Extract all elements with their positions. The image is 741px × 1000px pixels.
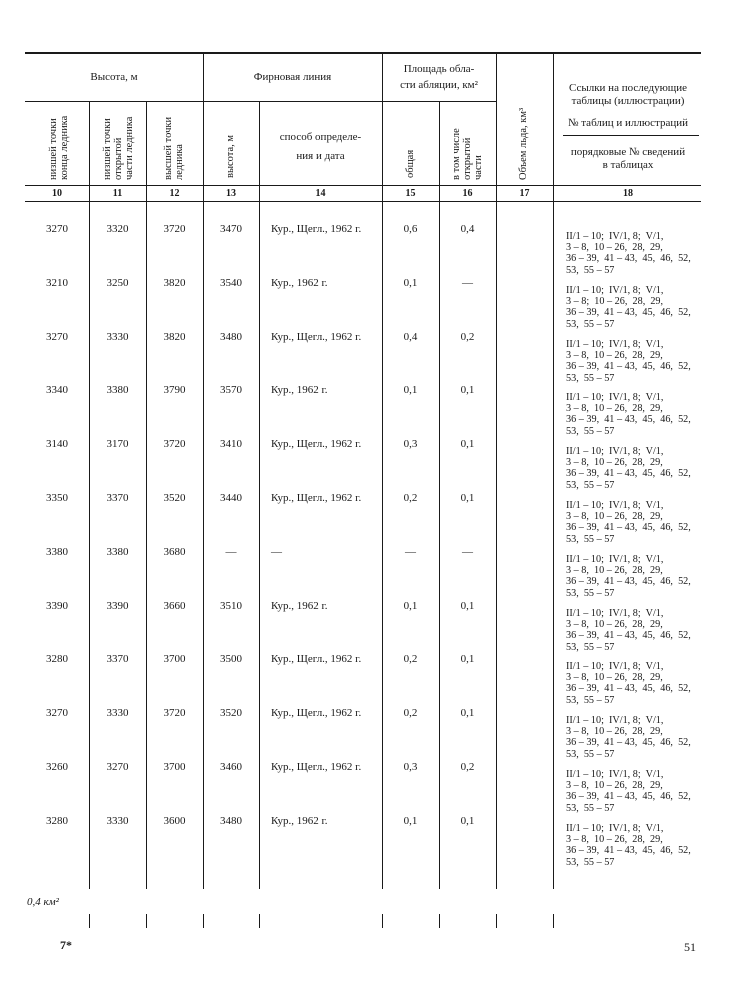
col-number: 14	[315, 188, 326, 199]
colnum-top-rule	[25, 185, 701, 186]
cell-low-open: 3330	[106, 707, 129, 719]
cell-area-total: 0,3	[403, 761, 418, 773]
header-firn-group: Фирновая линия	[253, 71, 332, 83]
header-refs-numbers-line2: в таблицах	[602, 159, 654, 171]
cell-firn-height: —	[225, 546, 237, 558]
cell-low-open: 3380	[106, 546, 129, 558]
header-col16: в том числе открытой части	[451, 128, 485, 180]
refs-line: 53, 55 – 57	[566, 856, 615, 868]
refs-line: 36 – 39, 41 – 43, 45, 46, 52,	[566, 522, 691, 534]
refs-line: II/1 – 10; IV/1, 8; V/1,	[566, 554, 664, 565]
cell-firn-method: Кур., Щегл., 1962 г.	[271, 331, 362, 343]
cell-refs	[566, 446, 691, 491]
cell-area-total: 0,1	[403, 815, 418, 827]
cell-area-total: 0,3	[403, 438, 418, 450]
col-number: 10	[52, 188, 62, 199]
cell-area-open: 0,2	[460, 331, 475, 343]
footnote: 0,4 км²	[27, 896, 59, 908]
cell-low-end: 3340	[46, 384, 68, 396]
refs-line: II/1 – 10; IV/1, 8; V/1,	[566, 231, 664, 242]
cell-high-point: 3790	[163, 384, 186, 396]
col-tick	[259, 914, 260, 928]
refs-line: 53, 55 – 57	[566, 372, 615, 384]
cell-firn-method: Кур., 1962 г.	[271, 815, 328, 827]
refs-line: II/1 – 10; IV/1, 8; V/1,	[566, 661, 664, 672]
cell-low-open: 3270	[106, 761, 129, 773]
cell-low-end: 3380	[46, 546, 68, 558]
refs-line: 36 – 39, 41 – 43, 45, 46, 52,	[566, 683, 691, 695]
cell-low-end: 3210	[46, 277, 68, 289]
refs-line: 3 – 8; 10 – 26, 28, 29,	[566, 296, 664, 308]
refs-line: 53, 55 – 57	[566, 533, 615, 545]
header-col14-line1: способ определе-	[279, 131, 362, 143]
refs-line: 36 – 39, 41 – 43, 45, 46, 52,	[566, 253, 691, 265]
refs-line: 53, 55 – 57	[566, 425, 615, 437]
cell-high-point: 3720	[163, 438, 186, 450]
col-number: 17	[519, 188, 530, 199]
header-ablation-line2: сти абляции, км²	[400, 79, 478, 91]
cell-area-total: 0,2	[403, 707, 418, 719]
refs-line: 3 – 8, 10 – 26, 28, 29,	[566, 672, 663, 684]
cell-firn-method: Кур., Щегл., 1962 г.	[271, 438, 362, 450]
refs-line: 53, 55 – 57	[566, 587, 615, 599]
cell-firn-method: Кур., 1962 г.	[271, 600, 328, 612]
header-sub-rule-height	[25, 101, 203, 102]
cell-firn-height: 3460	[220, 761, 242, 773]
cell-firn-height: 3440	[220, 492, 242, 504]
refs-line: 3 – 8, 10 – 26, 28, 29,	[566, 780, 663, 792]
cell-firn-height: 3520	[220, 707, 242, 719]
cell-area-open: —	[462, 277, 473, 289]
refs-line: 3 – 8, 10 – 26, 28, 29,	[566, 619, 663, 631]
col-number: 11	[112, 188, 123, 199]
cell-area-total: 0,1	[403, 277, 418, 289]
cell-area-open: —	[462, 546, 473, 558]
cell-firn-height: 3570	[220, 384, 242, 396]
cell-area-total: 0,1	[403, 600, 418, 612]
header-refs-numbers-line1: порядковые № сведений	[570, 146, 686, 158]
col-rule	[259, 102, 260, 889]
header-height-group: Высота, м	[90, 71, 138, 83]
cell-firn-method: Кур., 1962 г.	[271, 384, 328, 396]
cell-firn-method: Кур., Щегл., 1962 г.	[271, 223, 362, 235]
refs-line: 36 – 39, 41 – 43, 45, 46, 52,	[566, 737, 691, 749]
cell-area-open: 0,1	[460, 492, 475, 504]
header-col17: Объем льда, км³	[518, 107, 529, 180]
cell-high-point: 3700	[163, 653, 186, 665]
refs-line: 36 – 39, 41 – 43, 45, 46, 52,	[566, 791, 691, 803]
signature-mark: 7*	[60, 938, 72, 952]
col-number: 15	[405, 188, 416, 199]
cell-low-end: 3270	[46, 707, 68, 719]
header-refs-line1: Ссылки на последующие	[568, 82, 688, 94]
cell-high-point: 3720	[163, 223, 186, 235]
refs-line: II/1 – 10; IV/1, 8; V/1,	[566, 392, 664, 403]
refs-line: 53, 55 – 57	[566, 694, 615, 706]
cell-low-open: 3250	[106, 277, 129, 289]
cell-low-end: 3280	[46, 815, 68, 827]
refs-line: 3 – 8, 10 – 26, 28, 29,	[566, 834, 663, 846]
refs-line: II/1 – 10; IV/1, 8; V/1,	[566, 769, 664, 780]
cell-area-total: —	[405, 546, 416, 558]
cell-firn-method: Кур., Щегл., 1962 г.	[271, 653, 362, 665]
refs-line: 36 – 39, 41 – 43, 45, 46, 52,	[566, 414, 691, 426]
cell-firn-method: Кур., Щегл., 1962 г.	[271, 492, 362, 504]
cell-firn-height: 3470	[220, 223, 242, 235]
cell-refs	[566, 231, 691, 276]
colnum-bottom-rule	[25, 201, 701, 202]
refs-line: 36 – 39, 41 – 43, 45, 46, 52,	[566, 845, 691, 857]
refs-line: II/1 – 10; IV/1, 8; V/1,	[566, 285, 664, 296]
col-tick	[496, 914, 497, 928]
col-tick	[89, 914, 90, 928]
cell-firn-height: 3510	[220, 600, 242, 612]
refs-line: 36 – 39, 41 – 43, 45, 46, 52,	[566, 361, 691, 373]
refs-line: 36 – 39, 41 – 43, 45, 46, 52,	[566, 576, 691, 588]
col-tick	[439, 914, 440, 928]
header-sub-rule-refs	[563, 135, 699, 136]
cell-high-point: 3600	[163, 815, 186, 827]
cell-area-open: 0,1	[460, 707, 475, 719]
cell-area-open: 0,1	[460, 438, 475, 450]
cell-firn-method: Кур., Щегл., 1962 г.	[271, 707, 362, 719]
header-col14-line2: ния и дата	[296, 150, 345, 162]
refs-line: II/1 – 10; IV/1, 8; V/1,	[566, 500, 664, 511]
cell-area-total: 0,1	[403, 384, 418, 396]
cell-area-open: 0,2	[460, 761, 475, 773]
refs-line: 36 – 39, 41 – 43, 45, 46, 52,	[566, 307, 691, 319]
cell-low-open: 3330	[106, 815, 129, 827]
cell-low-open: 3370	[106, 653, 129, 665]
cell-firn-height: 3480	[220, 331, 242, 343]
header-refs-tables: № таблиц и иллюстраций	[568, 117, 688, 129]
cell-low-end: 3260	[46, 761, 68, 773]
cell-low-end: 3350	[46, 492, 68, 504]
cell-low-open: 3170	[106, 438, 129, 450]
cell-high-point: 3720	[163, 707, 186, 719]
cell-firn-method: Кур., Щегл., 1962 г.	[271, 761, 362, 773]
col-tick	[146, 914, 147, 928]
cell-low-open: 3320	[106, 223, 129, 235]
cell-area-total: 0,2	[403, 492, 418, 504]
refs-line: 3 – 8, 10 – 26, 28, 29,	[566, 565, 663, 577]
cell-low-end: 3280	[46, 653, 68, 665]
cell-low-end: 3140	[46, 438, 68, 450]
cell-area-total: 0,2	[403, 653, 418, 665]
col-number: 12	[169, 188, 180, 199]
cell-high-point: 3520	[163, 492, 186, 504]
refs-line: II/1 – 10; IV/1, 8; V/1,	[566, 339, 664, 350]
table-top-rule	[25, 52, 701, 54]
header-col11: низшей точки открытой части ледника	[102, 116, 136, 180]
cell-area-total: 0,6	[403, 223, 418, 235]
cell-refs	[566, 554, 691, 599]
cell-firn-height: 3540	[220, 277, 242, 289]
cell-refs	[566, 500, 691, 545]
col-number: 16	[462, 188, 473, 199]
cell-firn-height: 3480	[220, 815, 242, 827]
cell-high-point: 3700	[163, 761, 186, 773]
header-ablation-line1: Площадь обла-	[403, 63, 475, 75]
cell-refs	[566, 661, 691, 706]
cell-low-end: 3270	[46, 223, 68, 235]
col-number: 18	[623, 188, 633, 199]
col-number: 13	[226, 188, 236, 199]
cell-refs	[566, 392, 691, 437]
refs-line: 3 – 8, 10 – 26, 28, 29,	[566, 457, 663, 469]
col-rule	[496, 53, 497, 889]
refs-line: II/1 – 10; IV/1, 8; V/1,	[566, 823, 664, 834]
header-refs-line2: таблицы (иллюстрации)	[571, 95, 685, 107]
refs-line: 36 – 39, 41 – 43, 45, 46, 52,	[566, 630, 691, 642]
cell-refs	[566, 715, 691, 760]
cell-refs	[566, 285, 691, 330]
col-rule	[553, 53, 554, 889]
cell-low-end: 3270	[46, 331, 68, 343]
cell-high-point: 3820	[163, 277, 186, 289]
cell-low-open: 3330	[106, 331, 129, 343]
refs-line: 53, 55 – 57	[566, 264, 615, 276]
cell-area-open: 0,1	[460, 815, 475, 827]
cell-firn-height: 3410	[220, 438, 242, 450]
refs-line: 36 – 39, 41 – 43, 45, 46, 52,	[566, 468, 691, 480]
header-col12: высшей точки ледника	[163, 116, 186, 180]
cell-area-open: 0,1	[460, 653, 475, 665]
refs-line: 53, 55 – 57	[566, 318, 615, 330]
col-tick	[382, 914, 383, 928]
refs-line: 53, 55 – 57	[566, 748, 615, 760]
cell-area-open: 0,1	[460, 384, 475, 396]
refs-line: 53, 55 – 57	[566, 802, 615, 814]
col-tick	[553, 914, 554, 928]
header-col13: высота, м	[225, 134, 236, 178]
refs-line: 3 – 8, 10 – 26, 28, 29,	[566, 726, 663, 738]
header-col15: общая	[405, 149, 416, 178]
refs-line: II/1 – 10; IV/1, 8; V/1,	[566, 608, 664, 619]
cell-refs	[566, 823, 691, 868]
refs-line: II/1 – 10; IV/1, 8; V/1,	[566, 715, 664, 726]
refs-line: 3 – 8, 10 – 26, 28, 29,	[566, 350, 663, 362]
col-tick	[203, 914, 204, 928]
page-number: 51	[684, 940, 696, 954]
refs-line: 53, 55 – 57	[566, 479, 615, 491]
cell-low-open: 3380	[106, 384, 129, 396]
refs-line: II/1 – 10; IV/1, 8; V/1,	[566, 446, 664, 457]
refs-line: 3 – 8, 10 – 26, 28, 29,	[566, 403, 663, 415]
cell-area-total: 0,4	[403, 331, 418, 343]
refs-line: 53, 55 – 57	[566, 641, 615, 653]
cell-refs	[566, 608, 691, 653]
refs-line: 3 – 8, 10 – 26, 28, 29,	[566, 511, 663, 523]
cell-area-open: 0,1	[460, 600, 475, 612]
header-col10: низшей точки конца ледника	[48, 115, 71, 180]
cell-area-open: 0,4	[460, 223, 475, 235]
header-sub-rule-firn	[203, 101, 382, 102]
cell-high-point: 3680	[163, 546, 186, 558]
cell-high-point: 3660	[163, 600, 186, 612]
cell-low-open: 3370	[106, 492, 129, 504]
cell-high-point: 3820	[163, 331, 186, 343]
cell-low-end: 3390	[46, 600, 68, 612]
cell-low-open: 3390	[106, 600, 129, 612]
refs-line: 3 – 8, 10 – 26, 28, 29,	[566, 242, 663, 254]
cell-firn-method: —	[271, 546, 282, 558]
cell-firn-method: Кур., 1962 г.	[271, 277, 328, 289]
cell-refs	[566, 339, 691, 384]
cell-refs	[566, 769, 691, 814]
cell-firn-height: 3500	[220, 653, 242, 665]
